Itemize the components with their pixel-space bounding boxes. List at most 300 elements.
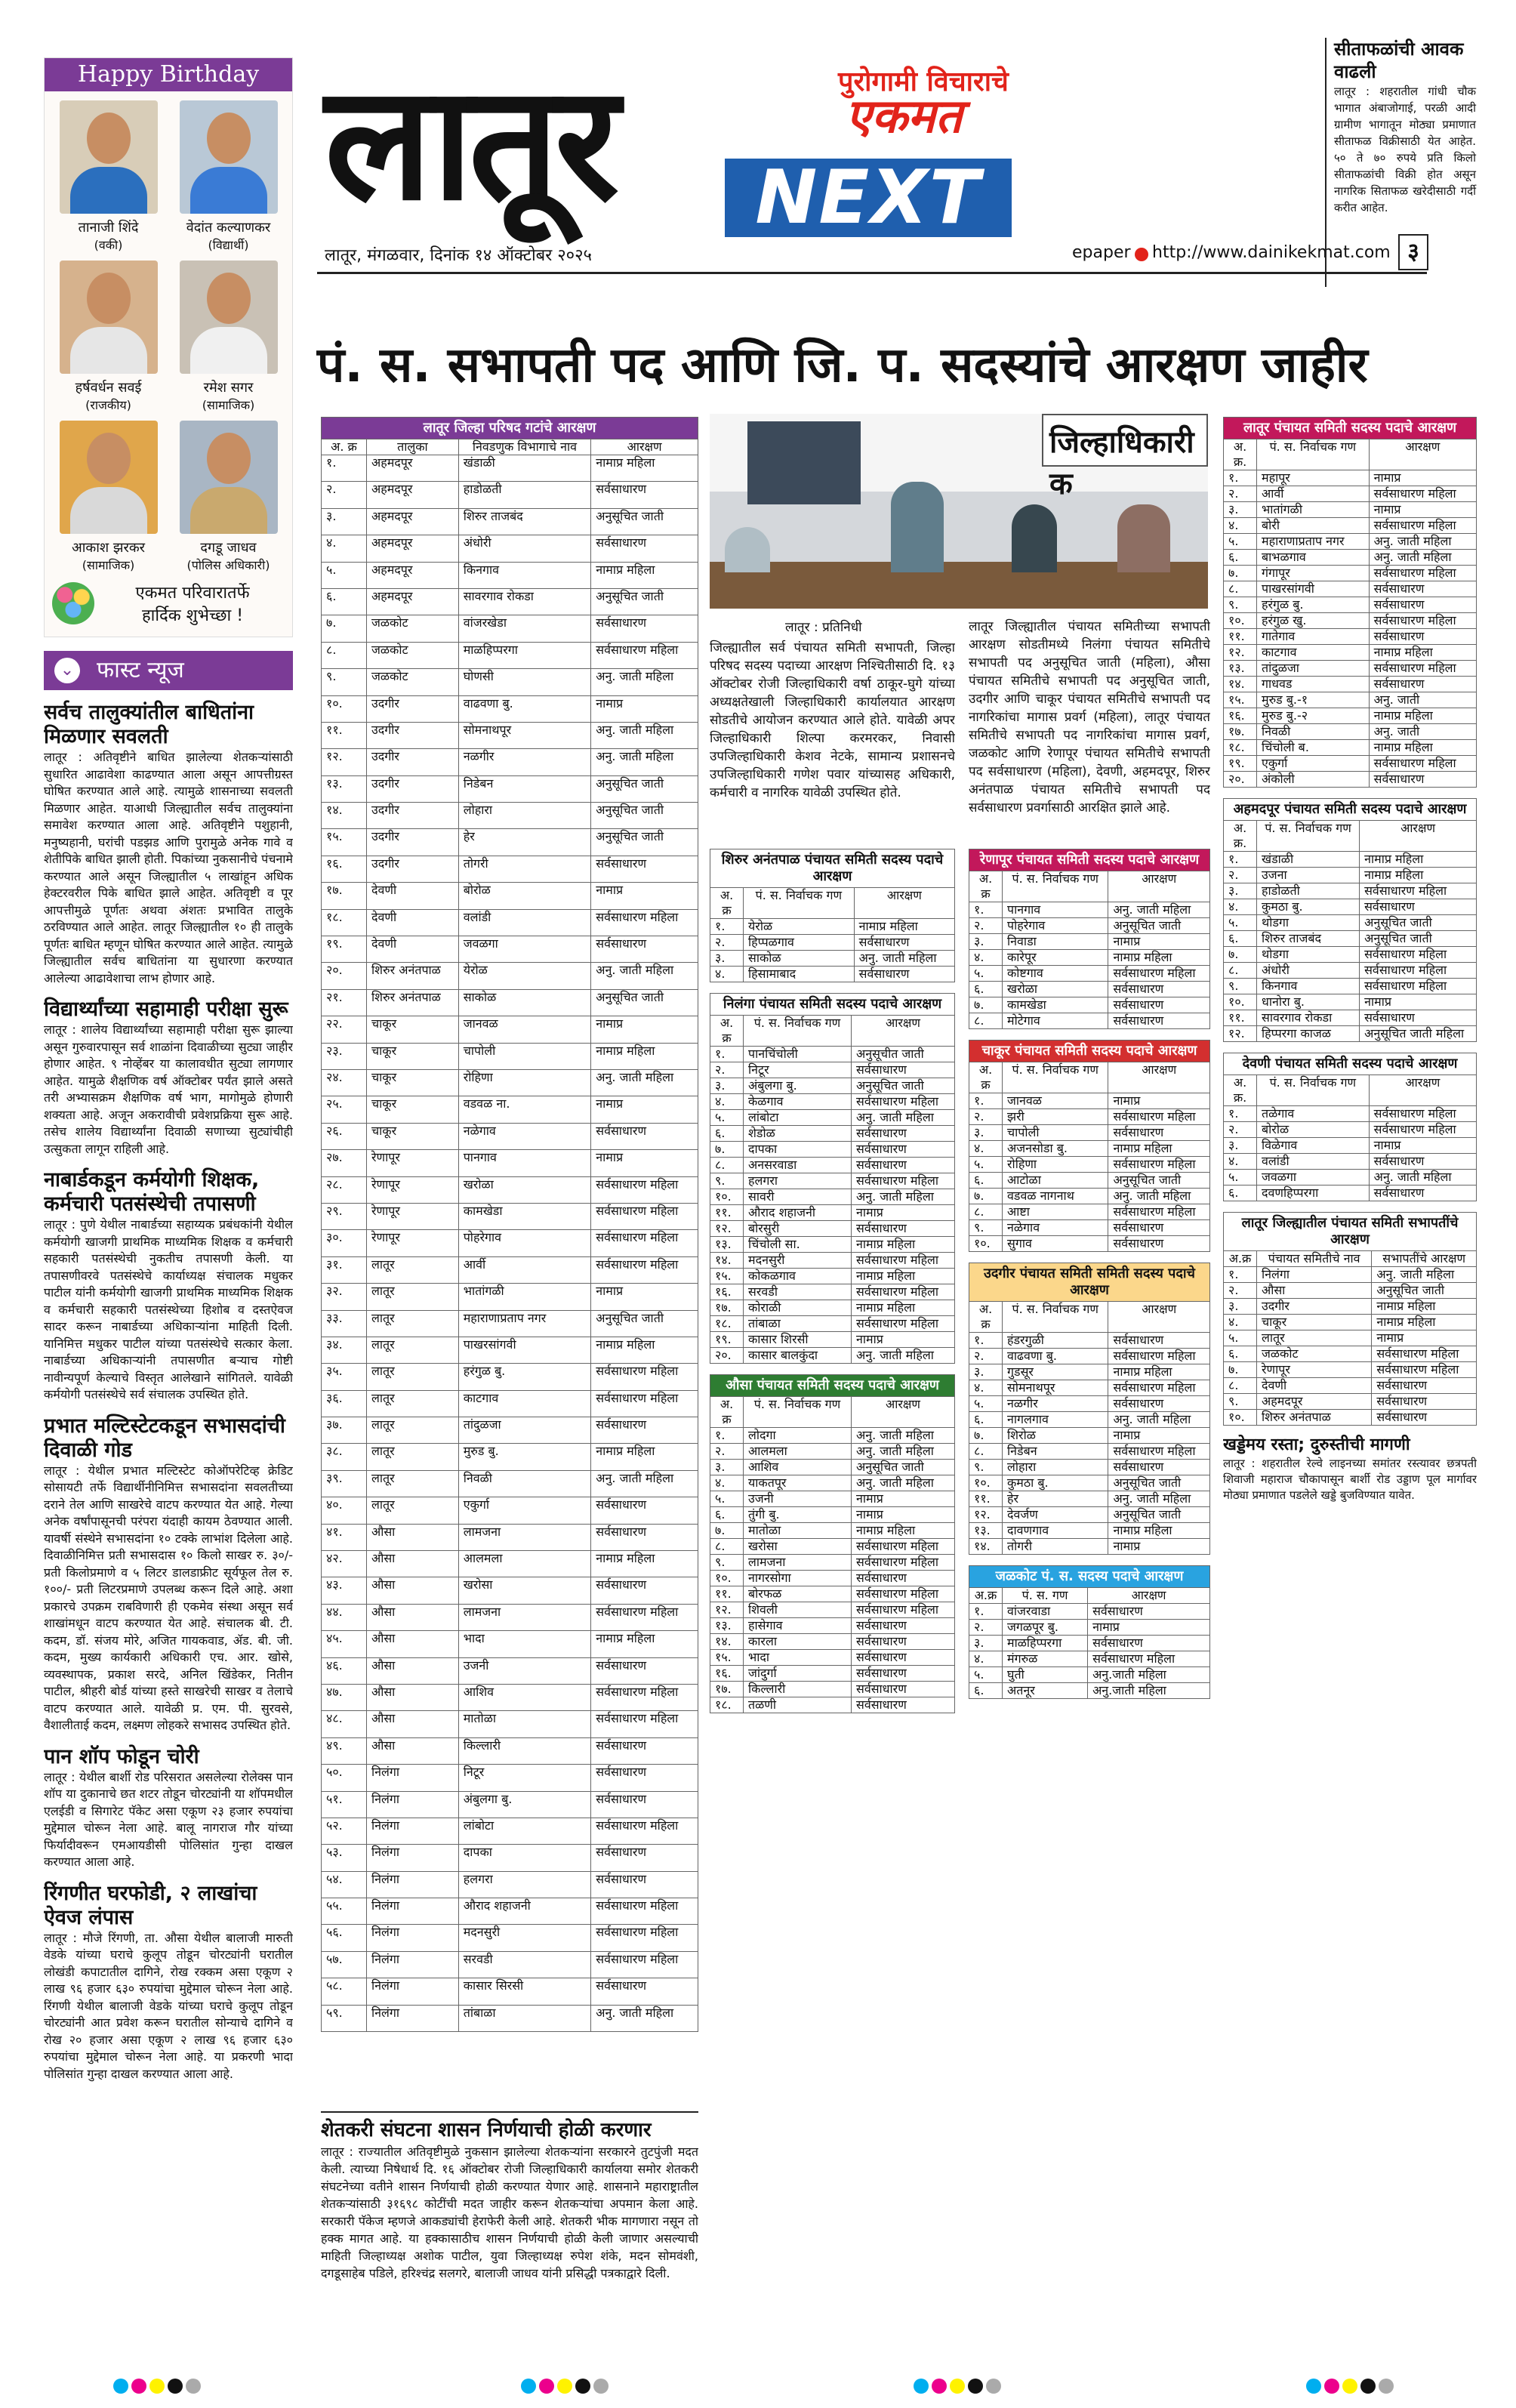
table-row (1224, 518, 1477, 534)
person-name: आकाश झरकर (72, 540, 145, 556)
table-cell: ५९. (322, 2005, 367, 2031)
table-cell: अनुसूचित जाती (591, 508, 698, 535)
table-cell: सर्वसाधारण महिला (591, 1818, 698, 1844)
table-row (1224, 1154, 1477, 1170)
table-row (322, 455, 698, 482)
table-cell: तांदुळजा (458, 1417, 591, 1444)
table-cell: तुंगी बु. (744, 1507, 852, 1523)
table-cell: ७. (969, 1428, 1003, 1444)
table-cell: सर्वसाधारण महिला (1360, 963, 1477, 979)
col-header: अ. क्र (322, 439, 367, 455)
birthday-person (51, 100, 166, 253)
table-cell: किनगाव (458, 562, 591, 588)
table-cell: शेडोळ (744, 1126, 852, 1142)
table-cell: निलंगा (367, 2005, 459, 2031)
table-row (322, 1417, 698, 1444)
table-row (710, 1428, 955, 1444)
table-cell: ९. (969, 1460, 1003, 1475)
table-row (1224, 994, 1477, 1010)
table-cell: सर्वसाधारण महिला (1108, 966, 1210, 982)
photo-screen (747, 421, 861, 504)
table-cell: नागरसोगा (744, 1571, 852, 1586)
table-cell: ३०. (322, 1230, 367, 1256)
table-cell: खरोसा (744, 1539, 852, 1555)
table-cell: औराद शहाजनी (458, 1898, 591, 1925)
table-row (969, 1491, 1210, 1507)
news-title: विद्यार्थ्यांच्या सहामाही परीक्षा सुरू (44, 997, 288, 1021)
col-header: अ. क्र (710, 1397, 744, 1428)
table-cell: निवळी (458, 1470, 591, 1497)
wish-line2: हार्दिक शुभेच्छा ! (141, 606, 244, 625)
table-cell: खंडाळी (1257, 852, 1360, 868)
col-header: अ. क्र (710, 888, 744, 919)
table-cell: ५. (1224, 1330, 1257, 1346)
table-cell: हिप्परगा काजळ (1257, 1026, 1360, 1042)
table-cell: १०. (710, 1571, 744, 1586)
table-cell: सर्वसाधारण (1372, 1378, 1477, 1394)
table-row (1224, 708, 1477, 724)
table-cell: औसा (367, 1657, 459, 1684)
table-cell: १५. (710, 1269, 744, 1284)
person-title: (सामाजिक) (82, 558, 135, 572)
table-cell: २२. (322, 1016, 367, 1043)
table-cell: २. (1224, 1122, 1257, 1138)
table-cell: सर्वसाधारण (591, 856, 698, 882)
table-row (1224, 486, 1477, 502)
table-cell: ४. (969, 1141, 1003, 1157)
table-cell: अनु. जाती महिला (1108, 1491, 1210, 1507)
table-cell: लातूर (367, 1256, 459, 1283)
table-cell: ३. (969, 1364, 1003, 1380)
table-row (1224, 613, 1477, 629)
table-cell: सरवडी (458, 1951, 591, 1978)
table-cell: तांबाळा (744, 1316, 852, 1332)
table-row (710, 1110, 955, 1126)
table-cell: अनुसूचित जाती (1360, 915, 1477, 931)
birthday-grid (45, 91, 292, 573)
table-row (969, 1220, 1210, 1236)
table-cell: १७. (710, 1300, 744, 1316)
table-cell: सर्वसाधारण महिला (852, 1284, 955, 1300)
masthead-rule (317, 272, 1427, 274)
table-cell: सर्वसाधारण महिला (1369, 566, 1476, 581)
side-story-title: सीताफळांची आवक वाढली (1334, 39, 1464, 82)
table-cell: बोरोळ (1257, 1122, 1370, 1138)
table-row (1224, 566, 1477, 581)
table-cell: अंधोरी (458, 535, 591, 562)
table-cell: अनु. जाती महिला (852, 1348, 955, 1364)
table-cell: पोहरेगाव (1003, 918, 1108, 934)
table-cell: तांदुळजा (1257, 661, 1370, 677)
table-row (322, 1230, 698, 1256)
table-cell: कामखेडा (458, 1203, 591, 1229)
table-row (322, 1123, 698, 1149)
table-cell: देवणी (1257, 1378, 1372, 1394)
col-header: पं. स. निर्वाचक गण (744, 1397, 852, 1428)
table-cell: नामाप्र महिला (1360, 868, 1477, 883)
col-header: अ. क्र. (1224, 439, 1257, 470)
table-cell: १. (710, 1047, 744, 1062)
table-cell: मातोळा (458, 1711, 591, 1737)
table-cell: औसा (1257, 1283, 1372, 1299)
website-url[interactable]: http://www.dainikekmat.com (1152, 243, 1391, 262)
table-cell: निवळी (1257, 724, 1370, 740)
table-cell: सर्वसाधारण महिला (1108, 1204, 1210, 1220)
table-cell: आर्वी (458, 1256, 591, 1283)
table-cell: सावरी (744, 1189, 852, 1205)
table-cell: नळेगाव (458, 1123, 591, 1149)
table-cell: १९. (1224, 756, 1257, 772)
table-cell: सर्वसाधारण महिला (1360, 883, 1477, 899)
table-cell: अहमदपूर (1257, 1394, 1372, 1410)
side-story (1325, 38, 1476, 287)
col-header: पं. स. निर्वाचक गण (1003, 1302, 1108, 1333)
table-row (322, 1577, 698, 1604)
table-cell: सावरगाव रोकडा (458, 588, 591, 615)
table-cell: हेर (458, 829, 591, 856)
table-row (710, 1666, 955, 1682)
table-row (322, 1176, 698, 1203)
table-cell: चाकूर (367, 1096, 459, 1123)
person-photo (60, 421, 158, 534)
table-cell: १४. (710, 1634, 744, 1650)
table-cell: मोटेगाव (1003, 1013, 1108, 1029)
table-cell: लामजना (744, 1555, 852, 1571)
table-cell: २३. (322, 1043, 367, 1069)
table-row (322, 1043, 698, 1069)
fast-news-heading: फास्ट न्यूज (97, 657, 184, 683)
table-row (969, 966, 1210, 982)
pst-udgir-table (969, 1301, 1210, 1555)
table-row (1224, 470, 1477, 486)
table-cell: ९. (969, 1220, 1003, 1236)
table-cell: शिरुर अनंतपाळ (367, 963, 459, 989)
table-cell: ४. (1224, 1154, 1257, 1170)
table-row (969, 1620, 1210, 1636)
table-cell: १०. (1224, 994, 1257, 1010)
news-title: सर्वच तालुक्यांतील बाधितांना मिळणार सवलती (44, 701, 254, 748)
table-cell: १. (969, 1333, 1003, 1349)
table-cell: दापका (458, 1845, 591, 1871)
table-cell: निलंगा (367, 1765, 459, 1791)
table-cell: आलमला (458, 1551, 591, 1577)
birthday-person (171, 421, 286, 573)
table-cell: नामाप्र (1360, 994, 1477, 1010)
table-row (1224, 772, 1477, 788)
table-cell: शिरुर ताजबंद (458, 508, 591, 535)
table-cell: निलंगा (367, 1791, 459, 1818)
table-cell: मंगरुळ (1003, 1651, 1088, 1667)
table-cell: सर्वसाधारण (591, 535, 698, 562)
table-cell: कासार सिरसी (458, 1978, 591, 2005)
table-cell: ३. (1224, 1299, 1257, 1315)
table-row (1224, 915, 1477, 931)
table-cell: सर्वसाधारण (852, 1634, 955, 1650)
table-cell: सर्वसाधारण (1108, 1236, 1210, 1252)
table-cell: सर्वसाधारण (591, 1417, 698, 1444)
col-header: आरक्षण (1108, 1062, 1210, 1093)
table-row (710, 1332, 955, 1348)
table-cell: तळेगाव (1257, 1106, 1370, 1122)
table-cell: २६. (322, 1123, 367, 1149)
table-cell: ६. (1224, 550, 1257, 566)
table-cell: लातूर (367, 1390, 459, 1417)
table-row (322, 775, 698, 802)
table-title: लातूर पंचायत समिती सदस्य पदाचे आरक्षण (1223, 417, 1477, 439)
table-cell: ९. (1224, 979, 1257, 994)
table-cell: वलांडी (1257, 1154, 1370, 1170)
table-row (710, 951, 955, 967)
table-row (1224, 1026, 1477, 1042)
table-cell: सर्वसाधारण (1108, 1220, 1210, 1236)
table-cell: पानगाव (1003, 902, 1108, 918)
table-cell: सर्वसाधारण महिला (852, 1586, 955, 1602)
table-cell: ७. (710, 1523, 744, 1539)
table-row (969, 950, 1210, 966)
table-cell: सर्वसाधारण महिला (1369, 486, 1476, 502)
table-row (969, 1523, 1210, 1539)
table-row (1224, 502, 1477, 518)
table-title: देवणी पंचायत समिती सदस्य पदाचे आरक्षण (1223, 1053, 1477, 1075)
table-cell: चिंचोली ब. (1257, 740, 1370, 756)
table-cell: अनु. जाती महिला (1369, 1170, 1476, 1186)
table-row (969, 902, 1210, 918)
table-row (322, 1364, 698, 1390)
col-header: पं. स. गण (1003, 1588, 1088, 1604)
table-cell: नामाप्र (1369, 1138, 1476, 1154)
table-row (322, 1470, 698, 1497)
table-title: रेणापूर पंचायत समिती सदस्य पदाचे आरक्षण (969, 849, 1210, 871)
table-cell: भादा (458, 1631, 591, 1657)
table-cell: सर्वसाधारण महिला (852, 1173, 955, 1189)
table-cell: ११. (710, 1205, 744, 1221)
table-row (322, 1390, 698, 1417)
table-cell: बोरसुरी (744, 1221, 852, 1237)
table-row (1224, 1299, 1477, 1315)
table-cell: ९. (710, 1173, 744, 1189)
table-cell: देवणी (367, 909, 459, 936)
table-row (710, 1444, 955, 1460)
table-cell: नामाप्र महिला (1108, 1141, 1210, 1157)
table-cell: लातूर (1257, 1330, 1372, 1346)
table-cell: ३१. (322, 1256, 367, 1283)
table-cell: अहमदपूर (367, 508, 459, 535)
table-cell: सर्वसाधारण (852, 1062, 955, 1078)
table-cell: ४. (1224, 899, 1257, 915)
table-cell: अनुसूचित जाती (1108, 1507, 1210, 1523)
table-row (1224, 629, 1477, 645)
table-cell: १२. (710, 1602, 744, 1618)
table-cell: २. (1224, 868, 1257, 883)
col-header: आरक्षण (1369, 439, 1476, 470)
table-cell: ५२. (322, 1818, 367, 1844)
pst-ahmedpur-table (1223, 820, 1477, 1042)
table-cell: सर्वसाधारण महिला (852, 1316, 955, 1332)
table-cell: ८. (710, 1158, 744, 1173)
table-row (322, 883, 698, 909)
col-header: पं. स. निर्वाचक गण (1257, 1075, 1370, 1106)
table-row (710, 1158, 955, 1173)
table-cell: १०. (1224, 613, 1257, 629)
table-cell: २. (1224, 1283, 1257, 1299)
table-row (969, 1125, 1210, 1141)
table-cell: साकोळ (458, 989, 591, 1016)
table-row (322, 749, 698, 775)
table-cell: आशिव (458, 1684, 591, 1710)
table-cell: २. (710, 1444, 744, 1460)
table-row (969, 1333, 1210, 1349)
table-cell: हरंगुळ बु. (1257, 597, 1370, 613)
table-cell: ५. (1224, 1170, 1257, 1186)
table-cell: नामाप्र महिला (591, 562, 698, 588)
table-cell: सर्वसाधारण (1369, 629, 1476, 645)
table-row (1224, 724, 1477, 740)
table-cell: धानोरा बु. (1257, 994, 1360, 1010)
table-cell: खंडाळी (458, 455, 591, 482)
table-row (969, 1189, 1210, 1204)
table-cell: ४. (969, 1380, 1003, 1396)
table-row (322, 989, 698, 1016)
table-row (710, 1142, 955, 1158)
birthday-wish (45, 573, 292, 637)
table-row (1224, 868, 1477, 883)
col-header: पं. स. निर्वाचक गण (1257, 821, 1360, 852)
bouquet-icon (52, 582, 94, 624)
table-row (1224, 899, 1477, 915)
table-cell: अनु. जाती महिला (591, 722, 698, 748)
table-cell: सर्वसाधारण (1088, 1636, 1210, 1651)
registration-marks (0, 2379, 1516, 2401)
table-row (969, 1013, 1210, 1029)
table-cell: उजना (1257, 868, 1360, 883)
table-cell: लोहारा (1003, 1460, 1108, 1475)
table-cell: १८. (1224, 740, 1257, 756)
table-cell: नामाप्र (591, 695, 698, 722)
table-cell: मुरुड बु.-२ (1257, 708, 1370, 724)
table-cell: सर्वसाधारण महिला (591, 1364, 698, 1390)
table-row (322, 963, 698, 989)
table-cell: नामाप्र (1088, 1620, 1210, 1636)
table-cell: एकुर्गा (1257, 756, 1370, 772)
table-row (322, 508, 698, 535)
person-photo (60, 100, 158, 214)
table-row (322, 829, 698, 856)
table-cell: सर्वसाधारण महिला (1360, 979, 1477, 994)
table-cell: अनुसूचित जाती (591, 829, 698, 856)
table-cell: १०. (322, 695, 367, 722)
table-cell: नामाप्र (1108, 934, 1210, 950)
table-row (710, 1682, 955, 1697)
table-cell: अनसरवाडा (744, 1158, 852, 1173)
table-cell: जांदुर्गा (744, 1666, 852, 1682)
table-cell: सर्वसाधारण महिला (1360, 947, 1477, 963)
table-cell: रेणापूर (367, 1230, 459, 1256)
table-cell: ३५. (322, 1364, 367, 1390)
table-cell: शिरुर अनंतपाळ (1257, 1410, 1372, 1426)
col-header: अ. क्र (969, 871, 1003, 902)
table-cell: उदगीर (367, 829, 459, 856)
table-cell: अनुसूचित जाती (1108, 1475, 1210, 1491)
table-cell: याकतपूर (744, 1475, 852, 1491)
table-cell: तांबाळा (458, 2005, 591, 2031)
table-row (710, 935, 955, 951)
table-cell: सर्वसाधारण (1108, 1333, 1210, 1349)
farmers-story (321, 2111, 698, 2338)
table-row (1224, 550, 1477, 566)
table-cell: ५. (969, 966, 1003, 982)
table-row (322, 1096, 698, 1123)
table-cell: सर्वसाधारण (1369, 597, 1476, 613)
col-header: आरक्षण (1108, 1302, 1210, 1333)
table-row (969, 934, 1210, 950)
table-cell: सर्वसाधारण (591, 1791, 698, 1818)
table-cell: १. (1224, 852, 1257, 868)
table-cell: अनुसूचित जाती (591, 1310, 698, 1337)
table-cell: ४७. (322, 1684, 367, 1710)
table-cell: सर्वसाधारण (1108, 1396, 1210, 1412)
table-cell: निलंगा (367, 1951, 459, 1978)
table-cell: सर्वसाधारण (852, 1142, 955, 1158)
photo-caption: लातूर : प्रतिनिधी (785, 620, 862, 635)
table-cell: ५. (1224, 534, 1257, 550)
table-cell: ६. (969, 1173, 1003, 1189)
table-cell: २. (1224, 486, 1257, 502)
person-name: तानाजी शिंदे (78, 220, 139, 236)
fast-news-heading-bar (44, 651, 293, 690)
table-cell: ५. (710, 1491, 744, 1507)
table-cell: थोडगा (1257, 915, 1360, 931)
masthead-brand: एकमत (846, 88, 963, 143)
table-cell: सर्वसाधारण (591, 1123, 698, 1149)
col-header: आरक्षण (1369, 1075, 1476, 1106)
table-cell: १०. (1224, 1410, 1257, 1426)
table-cell: नामाप्र महिला (852, 1300, 955, 1316)
table-cell: अनु. जाती महिला (852, 1475, 955, 1491)
table-cell: निलंगा (367, 1925, 459, 1951)
table-cell: ५. (322, 562, 367, 588)
table-cell: २०. (710, 1348, 744, 1364)
table-cell: सर्वसाधारण (852, 1221, 955, 1237)
table-cell: लातूर (367, 1470, 459, 1497)
table-cell: ४६. (322, 1657, 367, 1684)
table-cell: ११. (969, 1491, 1003, 1507)
table-row (322, 1631, 698, 1657)
table-cell: उदगीर (367, 722, 459, 748)
table-cell: अतनूर (1003, 1683, 1088, 1699)
table-cell: दावणगाव (1003, 1523, 1108, 1539)
pst-chakur-table (969, 1062, 1210, 1252)
table-cell: नामाप्र (591, 1150, 698, 1176)
table-row (322, 1737, 698, 1764)
table-cell: अनुसूचित जाती (591, 803, 698, 829)
table-cell: ४. (1224, 1315, 1257, 1330)
table-row (1224, 979, 1477, 994)
table-cell: ८. (1224, 581, 1257, 597)
table-row (322, 1657, 698, 1684)
pst-latur-table (1223, 439, 1477, 788)
table-row (322, 1310, 698, 1337)
table-row (322, 936, 698, 963)
table-cell: नामाप्र महिला (1369, 708, 1476, 724)
table-row (1224, 645, 1477, 661)
table-cell: १०. (710, 1189, 744, 1205)
table-cell: ३८. (322, 1444, 367, 1470)
table-cell: १. (1224, 1267, 1257, 1283)
table-cell: ९. (1224, 1394, 1257, 1410)
col-header: आरक्षण (1088, 1588, 1210, 1604)
table-cell: सावरगाव रोकडा (1257, 1010, 1360, 1026)
table-cell: घोणसी (458, 669, 591, 695)
